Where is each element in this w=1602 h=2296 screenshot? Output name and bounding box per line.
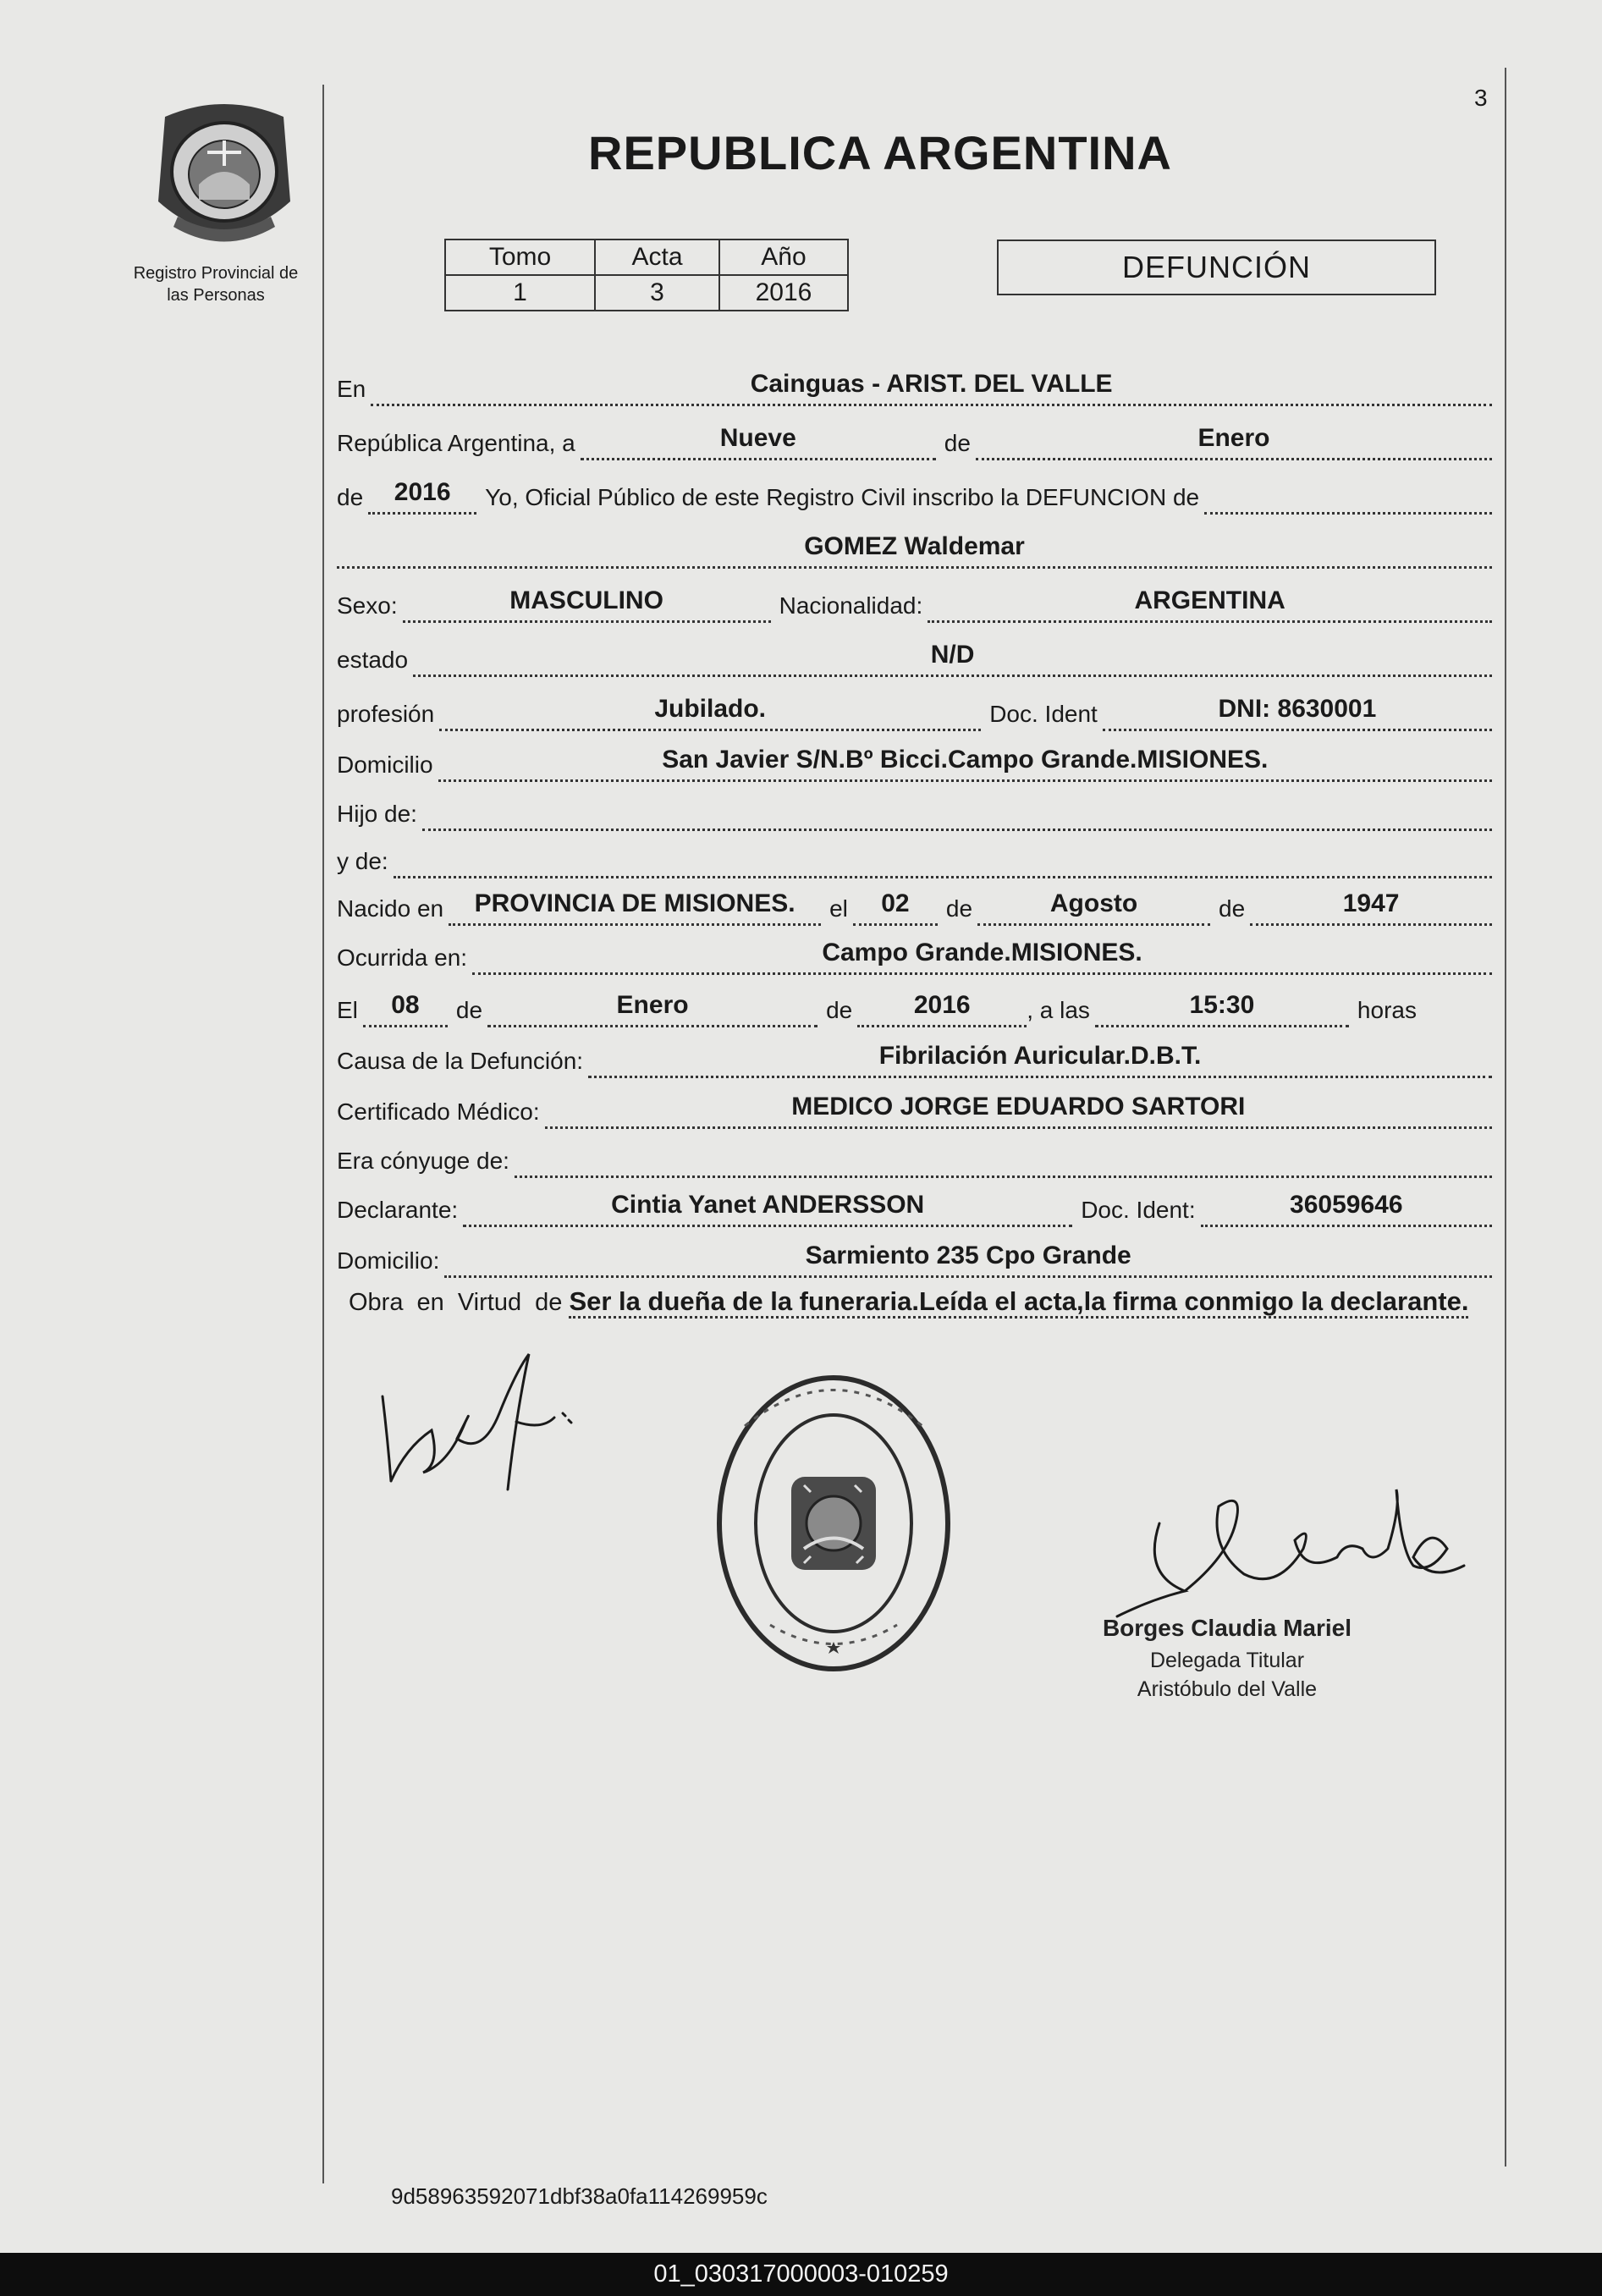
dia-field — [581, 421, 936, 460]
y-de-label: y de: — [337, 848, 388, 874]
muerte-mes-value: Enero — [616, 991, 689, 1019]
causa-field — [588, 1038, 1492, 1078]
row-causa — [337, 1034, 1492, 1078]
row-nombre — [337, 525, 1492, 569]
ocurrida-value: Campo Grande.MISIONES. — [822, 939, 1142, 966]
page-number: 3 — [1474, 85, 1488, 111]
muerte-anio-field — [857, 988, 1027, 1027]
nacionalidad-label: Nacionalidad: — [779, 592, 923, 619]
footer-code-bar: 01_030317000003-010259 — [0, 2253, 1602, 2296]
muerte-dia-field — [363, 988, 448, 1027]
profesion-field — [439, 691, 981, 731]
obra-en-virtud — [349, 1280, 1496, 1324]
lugar-value: Cainguas - ARIST. DEL VALLE — [750, 370, 1113, 398]
official-role: Delegada Titular — [1149, 1649, 1305, 1672]
en-label: En — [337, 376, 366, 402]
right-margin-line — [1505, 68, 1506, 2167]
de-label-4: de — [1219, 895, 1246, 922]
declarante-value: Cintia Yanet ANDERSSON — [611, 1191, 925, 1219]
sexo-field — [403, 583, 771, 623]
muerte-anio-value: 2016 — [913, 991, 971, 1019]
muerte-dia-value: 08 — [391, 991, 420, 1019]
conyuge-field — [515, 1138, 1492, 1178]
nacido-anio-value: 1947 — [1342, 889, 1400, 917]
tomo-value: 1 — [445, 275, 595, 311]
nacido-lugar-field — [449, 886, 821, 926]
profesion-value: Jubilado. — [654, 695, 767, 723]
muerte-hora-field — [1095, 988, 1349, 1027]
hijo-de-label: Hijo de: — [337, 801, 417, 827]
nacido-en-label: Nacido en — [337, 895, 444, 922]
a-las-label: , a las — [1027, 997, 1090, 1023]
de-label-5: de — [455, 997, 483, 1023]
row-lugar — [337, 362, 1492, 406]
el-cap-label: El — [337, 997, 358, 1023]
nacido-mes-field — [977, 886, 1210, 926]
sexo-label: Sexo: — [337, 592, 398, 619]
muerte-mes-field — [487, 988, 818, 1027]
declarante-domicilio-value: Sarmiento 235 Cpo Grande — [805, 1242, 1131, 1269]
declarante-doc-field — [1201, 1187, 1492, 1227]
anio-value: 2016 — [719, 275, 848, 311]
row-ocurrida — [337, 931, 1492, 975]
domicilio-label: Domicilio — [337, 752, 433, 778]
tomo-header: Tomo — [445, 240, 595, 275]
inscribo-blank — [1204, 475, 1492, 515]
nacido-mes-value: Agosto — [1049, 889, 1138, 917]
obra-label: Obra en Virtud de — [349, 1289, 563, 1316]
registry-name-line1: Registro Provincial de — [133, 264, 299, 283]
row-hijo-de — [337, 787, 1492, 831]
obra-value: Ser la dueña de la funeraria.Leída el acta,la firma conmigo la declarante. — [569, 1286, 1468, 1319]
muerte-hora-value: 15:30 — [1189, 991, 1255, 1019]
domicilio-value: San Javier S/N.Bº Bicci.Campo Grande.MISIONES. — [662, 746, 1269, 774]
document-hash: 9d58963592071dbf38a0fa114269959c — [391, 2183, 768, 2209]
domicilio-field — [438, 742, 1492, 782]
row-nacido — [337, 882, 1492, 926]
registry-name-line2: las Personas — [167, 286, 265, 305]
dia-value: Nueve — [719, 424, 796, 452]
row-estado — [337, 633, 1492, 677]
declarant-signature-icon — [372, 1337, 592, 1506]
nacionalidad-value: ARGENTINA — [1134, 586, 1285, 614]
record-table — [444, 239, 849, 311]
horas-label: horas — [1357, 997, 1417, 1023]
nombre-value: GOMEZ Waldemar — [804, 532, 1025, 560]
declarante-field — [463, 1187, 1072, 1227]
anio-value: 2016 — [394, 478, 451, 506]
official-stamp-icon — [711, 1367, 956, 1680]
de-label-1: de — [944, 430, 971, 456]
estado-label: estado — [337, 647, 409, 673]
domicilio2-label: Domicilio: — [337, 1247, 440, 1274]
declarante-domicilio-field — [444, 1238, 1492, 1278]
conyuge-label: Era cónyuge de: — [337, 1148, 509, 1174]
lugar-field — [371, 366, 1492, 406]
sexo-value: MASCULINO — [509, 586, 663, 614]
acta-value: 3 — [595, 275, 719, 311]
row-fecha — [337, 416, 1492, 460]
anio-field — [368, 475, 476, 515]
dni-value: DNI: 8630001 — [1218, 695, 1377, 723]
province-seal-icon — [140, 100, 309, 251]
ocurrida-field — [472, 935, 1492, 975]
official-place: Aristóbulo del Valle — [1137, 1677, 1318, 1701]
row-domicilio — [337, 738, 1492, 782]
causa-label: Causa de la Defunción: — [337, 1048, 584, 1074]
estado-field — [413, 637, 1492, 677]
doc-ident2-label: Doc. Ident: — [1081, 1197, 1196, 1223]
row-conyuge — [337, 1134, 1492, 1178]
profesion-label: profesión — [337, 701, 435, 727]
registry-name — [110, 262, 322, 306]
nacido-anio-field — [1250, 886, 1492, 926]
acta-header: Acta — [595, 240, 719, 275]
row-y-de — [337, 834, 1492, 878]
inscribo-label: Yo, Oficial Público de este Registro Civil inscribo la DEFUNCION de — [485, 484, 1200, 510]
ocurrida-en-label: Ocurrida en: — [337, 944, 468, 971]
y-de-field — [394, 839, 1492, 878]
official-name: Borges Claudia Mariel — [1102, 1615, 1352, 1641]
row-inscribo — [337, 471, 1492, 515]
row-certificado — [337, 1085, 1492, 1129]
page-title: REPUBLICA ARGENTINA — [588, 126, 1172, 179]
el-label: el — [829, 895, 848, 922]
row-declarante — [337, 1183, 1492, 1227]
left-margin-line — [322, 85, 324, 2183]
dni-field — [1103, 691, 1492, 731]
causa-value: Fibrilación Auricular.D.B.T. — [878, 1042, 1202, 1070]
hijo-de-field — [422, 791, 1492, 831]
nacido-lugar-value: PROVINCIA DE MISIONES. — [474, 889, 795, 917]
certificado-label: Certificado Médico: — [337, 1098, 540, 1125]
de-label-6: de — [826, 997, 853, 1023]
row-fecha-defuncion — [337, 983, 1492, 1027]
nacido-dia-field — [853, 886, 938, 926]
declarante-doc-value: 36059646 — [1290, 1191, 1403, 1219]
certificado-value: MEDICO JORGE EDUARDO SARTORI — [791, 1093, 1246, 1120]
nacionalidad-field — [928, 583, 1492, 623]
mes-field — [976, 421, 1492, 460]
de-label-3: de — [945, 895, 973, 922]
estado-value: N/D — [930, 641, 975, 669]
row-sexo — [337, 579, 1492, 623]
nombre-field — [337, 529, 1492, 569]
certificado-field — [545, 1089, 1492, 1129]
document-type-box: DEFUNCIÓN — [997, 240, 1436, 295]
row-profesion — [337, 687, 1492, 731]
declarante-label: Declarante: — [337, 1197, 459, 1223]
anio-header: Año — [719, 240, 848, 275]
de-label-2: de — [337, 484, 364, 510]
doc-ident-label: Doc. Ident — [989, 701, 1098, 727]
row-domicilio-declarante — [337, 1234, 1492, 1278]
official-signature-icon — [1092, 1473, 1473, 1633]
mes-value: Enero — [1197, 424, 1270, 452]
nacido-dia-value: 02 — [881, 889, 910, 917]
republica-label: República Argentina, a — [337, 430, 575, 456]
